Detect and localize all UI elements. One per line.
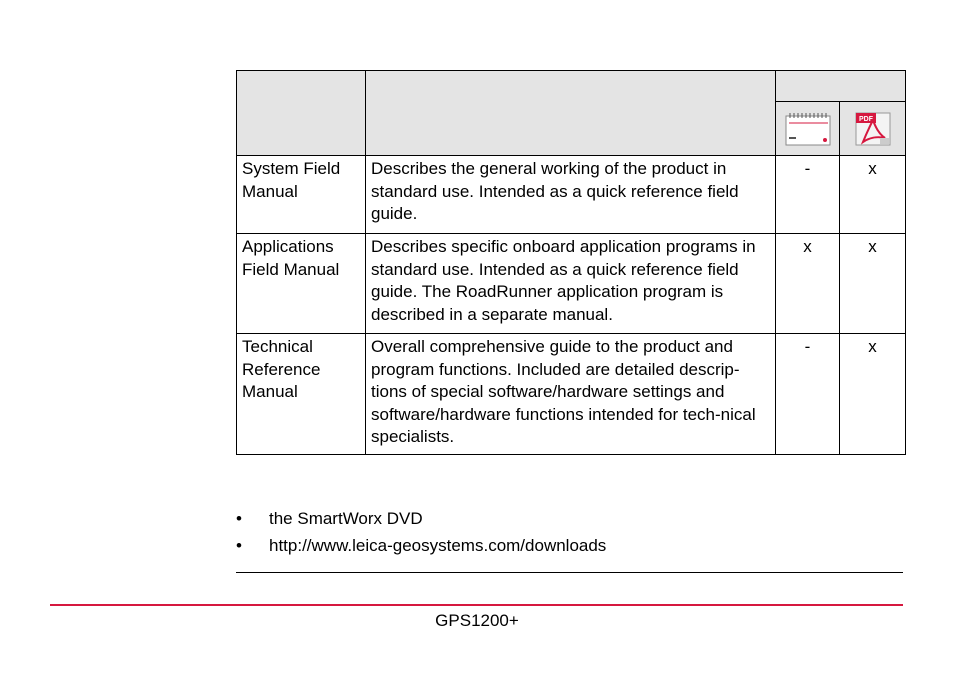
bullet: •	[236, 536, 242, 555]
manuals-table	[236, 70, 906, 455]
header-cell-description	[366, 71, 776, 156]
pdf-availability: x	[840, 334, 906, 455]
section-divider	[236, 572, 903, 573]
pdf-availability: x	[840, 156, 906, 234]
source-dvd: the SmartWorx DVD	[269, 509, 423, 528]
pdf-file-icon	[853, 112, 893, 146]
list-item	[236, 535, 606, 562]
sources-list	[236, 508, 606, 562]
manual-description: Overall comprehensive guide to the product and program functions. Included are detailed descrip-tions of special software/hardware settings and software/hardware functions intended for tech-nical specialists.	[366, 334, 776, 455]
print-availability: -	[776, 334, 840, 455]
header-cell-print	[776, 102, 840, 156]
table-row	[237, 156, 906, 234]
header-row	[237, 71, 906, 102]
footer-title: GPS1200+	[435, 611, 519, 630]
table-row	[237, 334, 906, 455]
header-cell-format	[776, 71, 906, 102]
pdf-icon-label: PDF	[858, 115, 873, 123]
footer-rule	[50, 604, 903, 606]
bullet: •	[236, 509, 242, 528]
pdf-availability: x	[840, 234, 906, 334]
printed-manual-icon	[785, 112, 831, 146]
header-cell-name	[237, 71, 366, 156]
list-item	[236, 508, 606, 535]
manual-name: System Field Manual	[237, 156, 366, 234]
header-cell-pdf	[840, 102, 906, 156]
table-row	[237, 234, 906, 334]
manual-description: Describes specific onboard application programs in standard use. Intended as a quick reference field guide. The RoadRunner application program is described in a separate manual.	[366, 234, 776, 334]
manual-description: Describes the general working of the product in standard use. Intended as a quick reference field guide.	[366, 156, 776, 234]
print-availability: -	[776, 156, 840, 234]
source-downloads-link[interactable]: http://www.leica-geosystems.com/downloads	[269, 536, 607, 555]
manual-name: Applications Field Manual	[237, 234, 366, 334]
manual-name: Technical Reference Manual	[237, 334, 366, 455]
print-availability: x	[776, 234, 840, 334]
